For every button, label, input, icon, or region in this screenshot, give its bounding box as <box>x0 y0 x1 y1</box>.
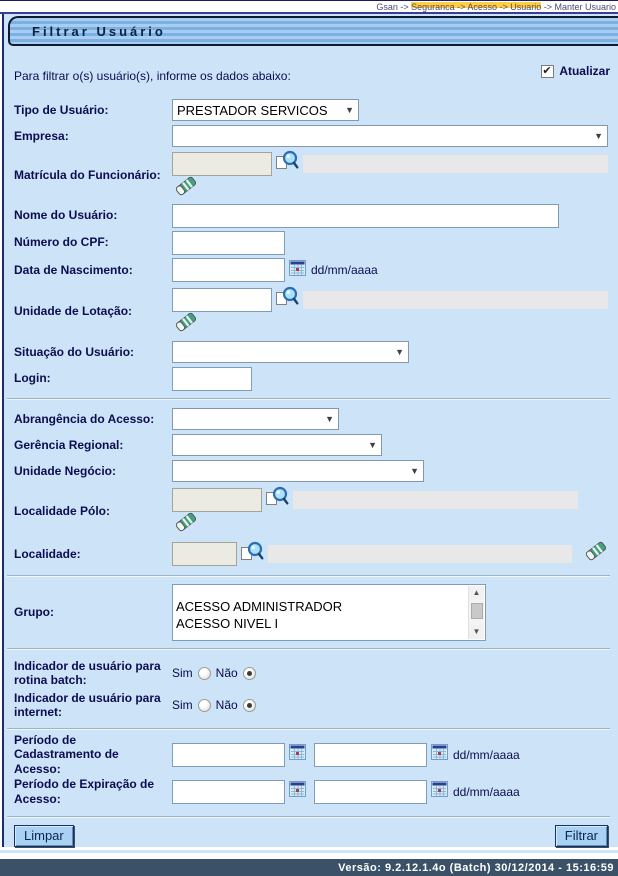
eraser-icon[interactable] <box>174 176 198 202</box>
chevron-down-icon: ▼ <box>345 105 354 115</box>
tipo-usuario-label: Tipo de Usuário: <box>14 102 109 117</box>
gerencia-regional-select[interactable] <box>172 434 382 456</box>
periodo-cadastramento-hint: dd/mm/aaaa <box>453 747 520 762</box>
search-icon[interactable] <box>275 150 299 177</box>
breadcrumb-post[interactable]: -> Manter Usuario <box>541 1 616 12</box>
indicador-batch-radio-nao[interactable] <box>243 667 256 680</box>
abrangencia-select[interactable] <box>172 408 339 430</box>
tipo-usuario-select[interactable] <box>172 99 359 121</box>
unidade-negocio-select[interactable] <box>172 460 424 482</box>
calendar-icon[interactable] <box>289 260 306 281</box>
section-divider <box>7 648 610 650</box>
eraser-icon[interactable] <box>584 541 608 567</box>
data-nascimento-hint: dd/mm/aaaa <box>311 263 378 277</box>
section-divider <box>7 728 610 730</box>
grupo-option[interactable] <box>173 585 485 598</box>
empresa-select[interactable] <box>172 125 608 147</box>
indicador-internet-radio-sim[interactable] <box>198 699 211 712</box>
version-bar <box>0 859 618 876</box>
numero-cpf-label: Número do CPF: <box>14 235 109 250</box>
section-divider <box>7 816 610 818</box>
unidade-lotacao-input[interactable] <box>172 288 272 312</box>
grupo-option[interactable]: ACESSO ADMINISTRADOR <box>176 599 343 614</box>
gerencia-regional-label: Gerência Regional: <box>14 437 124 452</box>
indicador-batch-radio-sim[interactable] <box>198 667 211 680</box>
search-icon[interactable] <box>265 486 289 513</box>
periodo-expiracao-fim-input[interactable] <box>314 780 427 804</box>
numero-cpf-input[interactable] <box>172 231 285 255</box>
section-divider <box>7 398 610 400</box>
nome-usuario-label: Nome do Usuário: <box>14 208 118 223</box>
localidade-label: Localidade: <box>14 546 81 561</box>
periodo-cadastramento-fim-input[interactable] <box>314 743 427 767</box>
localidade-polo-label: Localidade Pólo: <box>14 503 111 518</box>
indicador-batch-nao-label: Não <box>215 666 238 680</box>
chevron-down-icon: ▼ <box>325 414 334 424</box>
search-icon[interactable] <box>275 286 299 313</box>
eraser-icon[interactable] <box>174 512 198 538</box>
indicador-internet-nao-label: Não <box>215 698 238 712</box>
data-nascimento-input[interactable] <box>172 258 285 282</box>
page-title: Filtrar Usuário <box>32 23 166 39</box>
search-icon[interactable] <box>240 541 264 568</box>
tipo-usuario-value: PRESTADOR SERVICOS <box>177 102 328 118</box>
unidade-lotacao-label: Unidade de Lotação: <box>14 303 133 318</box>
localidade-descricao-display <box>268 545 572 563</box>
unidade-lotacao-descricao-display <box>303 291 608 309</box>
version-text: Versão: 9.2.12.1.4o (Batch) 30/12/2014 - 15:16:59 <box>338 861 614 874</box>
indicador-internet-sim-label: Sim <box>172 698 193 712</box>
data-nascimento-label: Data de Nascimento: <box>14 262 133 277</box>
indicador-batch-sim-label: Sim <box>172 666 193 680</box>
filtrar-button[interactable]: Filtrar <box>555 825 608 847</box>
nome-usuario-input[interactable] <box>172 204 559 228</box>
login-input[interactable] <box>172 367 252 391</box>
grupo-label: Grupo: <box>14 605 54 620</box>
indicador-batch-label: Indicador de usuário para rotina batch: <box>14 658 161 687</box>
situacao-usuario-select[interactable] <box>172 341 409 363</box>
localidade-input[interactable] <box>172 542 237 566</box>
indicador-internet-radio-nao[interactable] <box>243 699 256 712</box>
matricula-input[interactable] <box>172 152 272 176</box>
section-divider <box>7 575 610 577</box>
atualizar-label: Atualizar <box>559 64 610 78</box>
localidade-polo-input[interactable] <box>172 488 262 512</box>
calendar-icon[interactable] <box>289 781 306 802</box>
breadcrumb[interactable] <box>0 0 618 14</box>
periodo-cadastramento-label: Período de Cadastramento de Acesso: <box>14 732 119 776</box>
footer-divider <box>0 847 618 859</box>
breadcrumb-pre[interactable]: Gsan -> <box>376 1 412 12</box>
scroll-down-icon[interactable]: ▼ <box>469 625 484 639</box>
abrangencia-label: Abrangência do Acesso: <box>14 411 155 426</box>
atualizar-checkbox[interactable] <box>541 65 554 78</box>
unidade-negocio-label: Unidade Negócio: <box>14 463 117 478</box>
page-title-bar <box>8 16 618 46</box>
periodo-expiracao-hint: dd/mm/aaaa <box>453 784 520 799</box>
indicador-internet-label: Indicador de usuário para internet: <box>14 690 161 719</box>
scrollbar-thumb[interactable] <box>471 603 483 619</box>
calendar-icon[interactable] <box>431 744 448 765</box>
login-label: Login: <box>14 371 51 386</box>
matricula-label: Matrícula do Funcionário: <box>14 167 161 182</box>
localidade-polo-descricao-display <box>293 491 578 509</box>
grupo-listbox[interactable] <box>172 584 486 641</box>
scroll-up-icon[interactable]: ▲ <box>469 586 484 600</box>
chevron-down-icon: ▼ <box>594 131 603 141</box>
calendar-icon[interactable] <box>431 781 448 802</box>
periodo-expiracao-inicio-input[interactable] <box>172 780 285 804</box>
periodo-cadastramento-inicio-input[interactable] <box>172 743 285 767</box>
filter-form <box>2 14 618 847</box>
scrollbar[interactable] <box>468 586 484 639</box>
matricula-descricao-display <box>303 155 608 173</box>
grupo-option[interactable]: ACESSO NIVEL I <box>176 616 279 631</box>
eraser-icon[interactable] <box>174 312 198 338</box>
chevron-down-icon: ▼ <box>368 440 377 450</box>
intro-text: Para filtrar o(s) usuário(s), informe os dados abaixo: <box>14 69 291 83</box>
limpar-button[interactable]: Limpar <box>14 825 74 847</box>
situacao-usuario-label: Situação do Usuário: <box>14 344 135 359</box>
breadcrumb-highlight[interactable]: Seguranca -> Acesso -> Usuario <box>411 1 542 12</box>
periodo-expiracao-label: Período de Expiração de Acesso: <box>14 777 155 806</box>
calendar-icon[interactable] <box>289 744 306 765</box>
chevron-down-icon: ▼ <box>410 466 419 476</box>
empresa-label: Empresa: <box>14 128 69 143</box>
chevron-down-icon: ▼ <box>395 347 404 357</box>
